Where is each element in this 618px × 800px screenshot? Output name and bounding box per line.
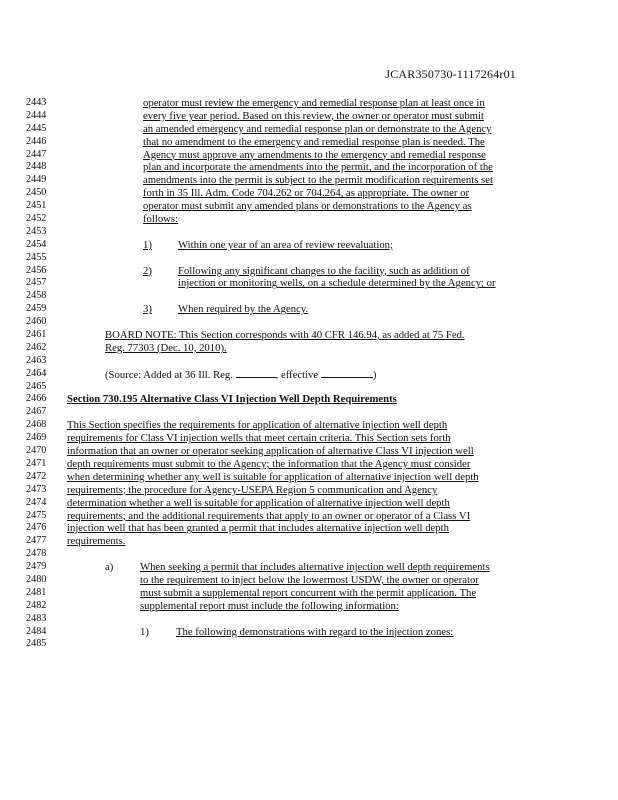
line-text: requirements; the procedure for Agency-USEPA Region 5 communication and Agency <box>67 483 438 496</box>
document-line <box>0 187 618 200</box>
line-text: that no amendment to the emergency and remedial response plan is needed. The <box>143 135 485 148</box>
blank-field <box>236 368 276 378</box>
line-text: must submit a supplemental report concurrent with the permit application. The <box>140 586 477 599</box>
document-line <box>0 149 618 162</box>
line-number: 2469 <box>26 432 47 444</box>
line-text: to the requirement to inject below the lowermost USDW, the owner or operator <box>140 573 479 586</box>
document-line <box>0 458 618 471</box>
line-number: 2445 <box>26 122 47 134</box>
line-text: follows: <box>143 213 179 226</box>
line-text: requirements; and the additional requirements that apply to an owner or operator of a Class VI <box>67 509 471 522</box>
document-line <box>0 239 618 252</box>
document-line <box>0 368 618 381</box>
document-line <box>0 316 618 329</box>
line-number: 2450 <box>26 187 47 199</box>
line-number: 2458 <box>26 290 47 302</box>
document-line <box>0 174 618 187</box>
line-number: 2485 <box>26 638 47 650</box>
line-number: 2463 <box>26 354 47 366</box>
line-text: Within one year of an area of review reevaluation; <box>178 238 393 251</box>
document-line <box>0 123 618 136</box>
blank-field <box>321 368 373 378</box>
document-line <box>0 252 618 265</box>
document-line <box>0 329 618 342</box>
line-number: 2478 <box>26 548 47 560</box>
document-line <box>0 561 618 574</box>
line-text: injection or monitoring wells, on a schedule determined by the Agency; or <box>178 277 496 290</box>
line-text: requirements for Class VI injection wells that meet certain criteria. This Section sets forth <box>67 432 451 445</box>
line-number: 2481 <box>26 586 47 598</box>
line-number: 2447 <box>26 148 47 160</box>
line-number: 2474 <box>26 496 47 508</box>
line-number: 2459 <box>26 303 47 315</box>
line-number: 2448 <box>26 161 47 173</box>
document-line <box>0 406 618 419</box>
line-number: 2457 <box>26 277 47 289</box>
line-number: 2466 <box>26 393 47 405</box>
line-number: 2460 <box>26 316 47 328</box>
document-line <box>0 110 618 123</box>
document-line <box>0 613 618 626</box>
line-number: 2452 <box>26 213 47 225</box>
line-text: This Section specifies the requirements for application of alternative injection well depth <box>67 419 448 432</box>
document-line <box>0 213 618 226</box>
line-number: 2449 <box>26 174 47 186</box>
line-number: 2443 <box>26 97 47 108</box>
line-number: 2479 <box>26 561 47 573</box>
line-text: BOARD NOTE: This Section corresponds with 40 CFR 146.94, as added at 75 Fed. <box>105 329 465 342</box>
line-number: 2482 <box>26 599 47 611</box>
document-line <box>0 419 618 432</box>
line-text: injection well that has been granted a permit that includes alternative injection well depth <box>67 522 449 535</box>
line-number: 2454 <box>26 238 47 250</box>
line-text: information that an owner or operator seeking application of alternative Class VI injection well <box>67 445 474 458</box>
line-text: a) <box>105 561 114 574</box>
line-number: 2462 <box>26 341 47 353</box>
line-number: 2456 <box>26 264 47 276</box>
document-line <box>0 445 618 458</box>
document-body <box>0 97 618 651</box>
document-line <box>0 381 618 394</box>
line-number: 2476 <box>26 522 47 534</box>
line-text: forth in 35 Ill. Adm. Code 704.262 or 704.264, as appropriate. The owner or <box>143 187 470 200</box>
document-line <box>0 497 618 510</box>
line-text: an amended emergency and remedial response plan or demonstrate to the Agency <box>143 122 492 135</box>
document-line <box>0 510 618 523</box>
line-number: 2480 <box>26 573 47 585</box>
line-number: 2472 <box>26 470 47 482</box>
line-text: plan and incorporate the amendments into the permit, and the incorporation of the <box>143 161 493 174</box>
line-number: 2446 <box>26 135 47 147</box>
line-text: 3) <box>143 303 152 316</box>
document-line <box>0 265 618 278</box>
document-line <box>0 471 618 484</box>
line-number: 2444 <box>26 109 47 121</box>
document-line <box>0 574 618 587</box>
document-line <box>0 600 618 613</box>
line-number: 2467 <box>26 406 47 418</box>
line-text: operator must review the emergency and remedial response plan at least once in <box>143 97 485 109</box>
line-text: Reg. 77303 (Dec. 10, 2010). <box>105 341 227 354</box>
document-line <box>0 342 618 355</box>
line-number: 2473 <box>26 483 47 495</box>
document-line <box>0 432 618 445</box>
document-line <box>0 626 618 639</box>
line-text: when determining whether any well is suitable for application of alternative injection well depth <box>67 470 479 483</box>
document-line <box>0 290 618 303</box>
document-line <box>0 393 618 406</box>
document-line <box>0 161 618 174</box>
line-text: requirements. <box>67 535 126 548</box>
line-text: determination whether a well is suitable for application of alternative injection well depth <box>67 496 450 509</box>
line-text: operator must submit any amended plans or demonstrations to the Agency as <box>143 200 472 213</box>
document-id: JCAR350730-1117264r01 <box>385 67 516 81</box>
line-number: 2453 <box>26 225 47 237</box>
line-text: (Source: Added at 36 Ill. Reg. , effective ) <box>105 368 377 381</box>
document-line <box>0 548 618 561</box>
line-text: supplemental report must include the following information: <box>140 599 399 612</box>
line-text: 1) <box>143 238 152 251</box>
document-line <box>0 136 618 149</box>
document-line <box>0 303 618 316</box>
line-text: 1) <box>140 625 149 638</box>
line-number: 2484 <box>26 625 47 637</box>
line-text: When required by the Agency. <box>178 303 309 316</box>
document-line <box>0 200 618 213</box>
line-number: 2477 <box>26 535 47 547</box>
document-line <box>0 355 618 368</box>
line-text: When seeking a permit that includes alternative injection well depth requirements <box>140 561 490 574</box>
line-number: 2455 <box>26 251 47 263</box>
line-text: 2) <box>143 264 152 277</box>
line-number: 2483 <box>26 612 47 624</box>
line-text: depth requirements must submit to the Agency; the information that the Agency must consider <box>67 457 471 470</box>
line-number: 2475 <box>26 509 47 521</box>
document-line <box>0 97 618 110</box>
document-line <box>0 226 618 239</box>
document-line <box>0 522 618 535</box>
line-number: 2470 <box>26 445 47 457</box>
line-number: 2468 <box>26 419 47 431</box>
line-text: Following any significant changes to the facility, such as addition of <box>178 264 470 277</box>
document-line <box>0 535 618 548</box>
line-number: 2461 <box>26 329 47 341</box>
document-line <box>0 638 618 651</box>
line-number: 2464 <box>26 367 47 379</box>
line-number: 2465 <box>26 380 47 392</box>
line-text: amendments into the permit is subject to the permit modification requirements set <box>143 174 493 187</box>
line-text: Agency must approve any amendments to the emergency and remedial response <box>143 148 486 161</box>
document-line <box>0 277 618 290</box>
line-text: The following demonstrations with regard to the injection zones: <box>176 625 454 638</box>
line-text: Section 730.195 Alternative Class VI Injection Well Depth Requirements <box>67 393 397 406</box>
line-number: 2451 <box>26 200 47 212</box>
document-line <box>0 484 618 497</box>
line-number: 2471 <box>26 457 47 469</box>
line-text: every five year period. Based on this review, the owner or operator must submit <box>143 109 484 122</box>
document-line <box>0 587 618 600</box>
